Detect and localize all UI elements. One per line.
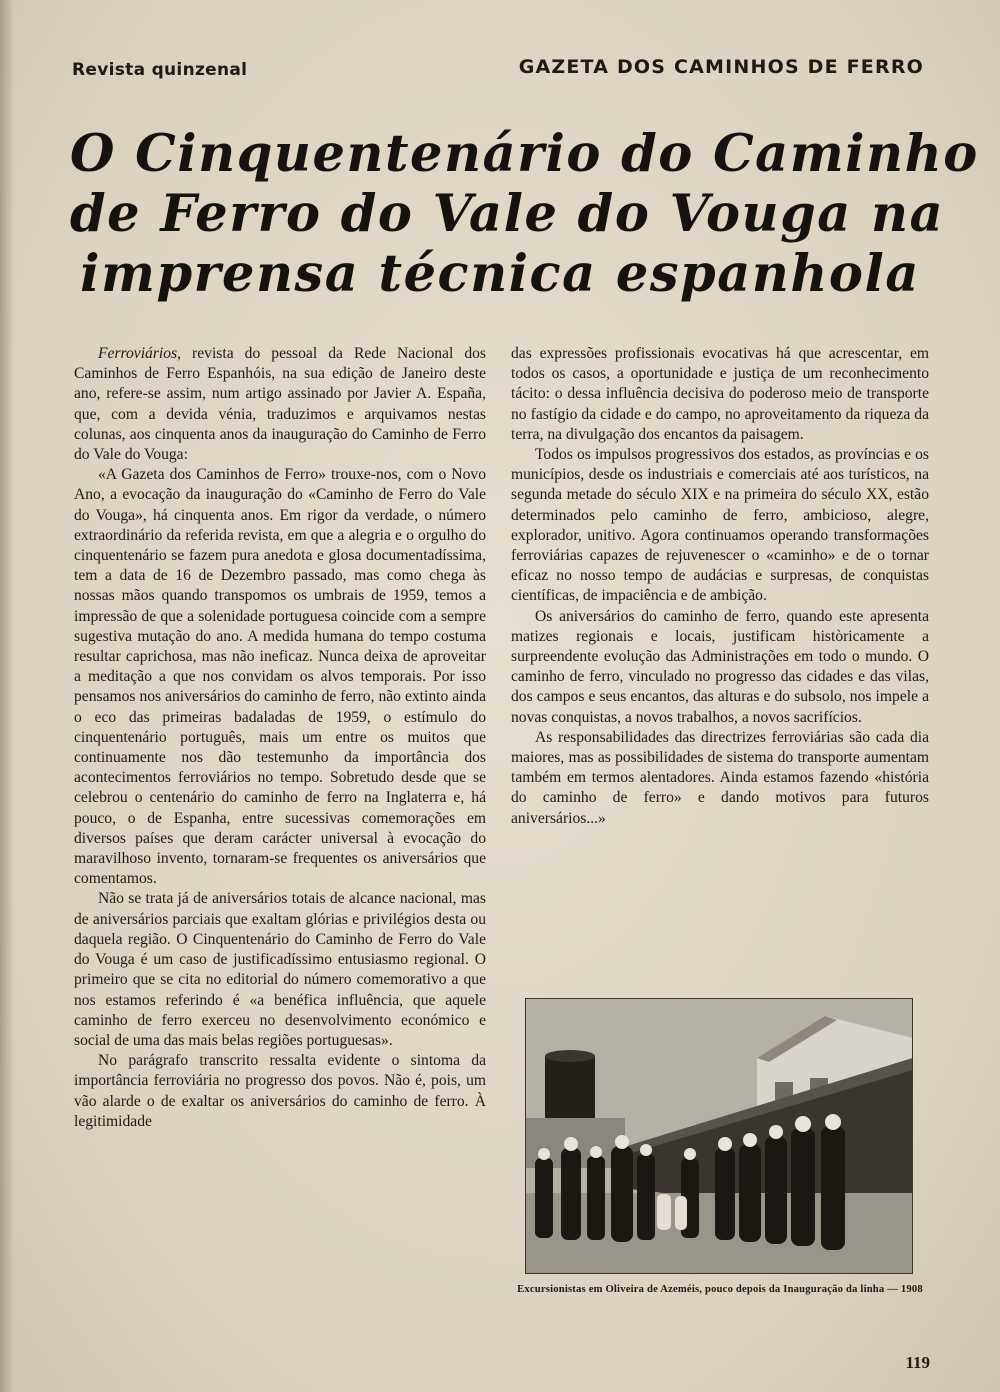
- article-paragraph-2: «A Gazeta dos Caminhos de Ferro» trouxe-nos, com o Novo Ano, a evocação da inauguração do «Caminho de Ferro do Vale do Vouga», há cinquenta anos. Em rigor da verdade, o número extraordinário da referida revista, em que a alegria e o orgulho do cinquentenário se fazem pura anedota e glosa documentadíssima, tem a data de 16 de Dezembro passado, mas como chega às nossas mãos quando transpomos os umbrais de 1959, temos a impressão de que a solenidade portuguesa coincide com a sempre sugestiva mutação do ano. A medida humana do tempo costuma resultar caprichosa, mas não ineficaz. Nunca deixa de aproveitar a meditação a que nos convidam os alvos temporais. Por isso pensamos nos aniversários do caminho de ferro, não extinto ainda o eco das primeiras badaladas de 1959, o estímulo do cinquentenário português, mais um entre os muitos que continuamente nos dão testemunho da importância dos acontecimentos ferroviários no tempo. Sobretudo desde que se celebrou o centenário do caminho de ferro na Inglaterra e, há pouco, o de Espanha, entre sucessivas comemorações em diversos países que deram carácter universal à evocação do maravilhoso invento, tornaram-se frequentes os aniversários que comentamos.: [74, 466, 486, 888]
- article-title: [70, 124, 979, 304]
- article-paragraph-6: Todos os impulsos progressivos dos estados, as províncias e os municípios, desde os industriais e comerciais até aos turísticos, na segunda metade do século XIX e na primeira do século XX, estão determinados pelo caminho de ferro, ambicioso, alegre, explorador, unitivo. Agora continuamos operando transformações ferroviárias capazes de rejuvenescer o «caminho» e de o tornar eficaz no nosso tempo de audácias e surpresas, de conquistas científicas, de impaciência e de ambição.: [511, 446, 929, 605]
- article-paragraph-3: Não se trata já de aniversários totais de alcance nacional, mas de aniversários parciais que exaltam glórias e privilégios desta ou daquela região. O Cinquentenário do Caminho de Ferro do Vale do Vouga é um caso de justificadíssimo entusiasmo regional. O primeiro que se cita no editorial do número comemorativo a que nos estamos referindo é «a benéfica influência, que aquele caminho de ferro exerceu no desenvolvimento económico e social de uma das mais belas regiões portuguesas».: [74, 890, 486, 1049]
- historical-photograph: [525, 998, 913, 1274]
- title-line-2: de Ferro do Vale do Vouga na: [70, 184, 945, 244]
- page-number: 119: [905, 1353, 930, 1372]
- title-line-3: imprensa técnica espanhola: [80, 244, 920, 304]
- header-right: GAZETA DOS CAMINHOS DE FERRO: [518, 56, 924, 78]
- page-gutter-shadow: [0, 0, 14, 1392]
- article-paragraph-5: das expressões profissionais evocativas há que acrescentar, em todos os casos, a oportunidade e justiça de um reconhecimento tácito: o dessa influência decisiva do poderoso meio de transporte no fastígio da cidade e do campo, no aproveitamento da riqueza da terra, na divulgação dos encantos da paisagem.: [511, 345, 929, 443]
- article-paragraph-4: No parágrafo transcrito ressalta evidente o sintoma da importância ferroviária no progresso dos povos. Não é, pois, um vão alarde o de exaltar os aniversários do caminho de ferro. À legitimidade: [74, 1052, 486, 1130]
- title-line-1: O Cinquentenário do Caminho: [70, 124, 979, 184]
- photo-caption: Excursionistas em Oliveira de Azeméis, pouco depois da Inauguração da linha — 1908: [517, 1284, 923, 1295]
- paragraph-1-text: , revista do pessoal da Rede Nacional dos Caminhos de Ferro Espanhóis, na sua edição de Janeiro deste ano, refere-se assim, num artigo assinado por Javier A. España, que, com a devida vénia, traduzimos e arquivamos nestas colunas, aos cinquenta anos da inauguração do Caminho de Ferro do Vale do Vouga:: [74, 345, 486, 464]
- article-paragraph-1: [74, 344, 486, 465]
- article-paragraph-8: As responsabilidades das directrizes ferroviárias são cada dia maiores, mas as possibilidades de sistema do transporte aumentam também em termos alentadores. Ainda estamos fazendo «história do caminho de ferro» e dando motivos para futuros aniversários...»: [511, 728, 929, 827]
- article-paragraph-7: Os aniversários do caminho de ferro, quando este apresenta matizes regionais e locais, justificam històricamente a surpreendente evolução das Administrações em todo o mundo. O caminho de ferro, vinculado no progresso das cidades e das vilas, dos campos e seus encantos, das alturas e do subsolo, nos impele a novas conquistas, a novos trabalhos, a novos sacrifícios.: [511, 607, 929, 726]
- article-column-right: [511, 344, 929, 829]
- photo-station-crowd: [525, 998, 913, 1274]
- header-left: Revista quinzenal: [72, 60, 248, 80]
- article-column-left: [74, 344, 486, 1132]
- publication-name: Ferroviários: [98, 345, 178, 362]
